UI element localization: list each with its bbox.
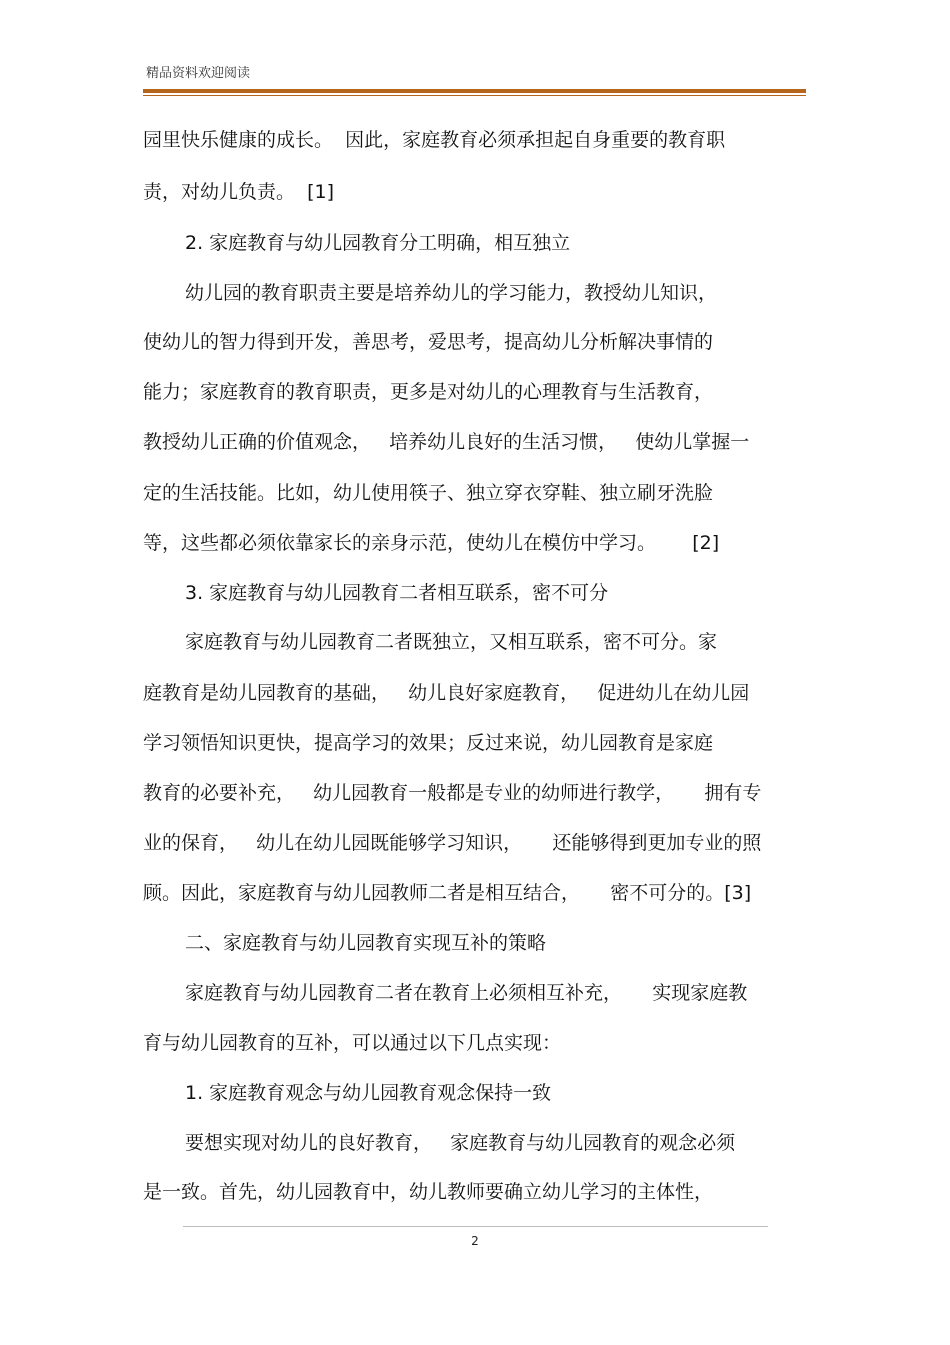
body-line: 定的生活技能。比如，幼儿使用筷子、独立穿衣穿鞋、独立刷牙洗脸: [143, 482, 714, 504]
body-line: 等，这些都必须依靠家长的亲身示范，使幼儿在模仿中学习。 [2]: [143, 532, 720, 554]
body-line: 家庭教育与幼儿园教育二者既独立，又相互联系，密不可分。家: [185, 631, 718, 653]
body-line: 家庭教育与幼儿园教育二者在教育上必须相互补充， 实现家庭教: [185, 982, 748, 1004]
body-line: 园里快乐健康的成长。 因此，家庭教育必须承担起自身重要的教育职: [143, 129, 726, 151]
body-line: 学习领悟知识更快，提高学习的效果；反过来说，幼儿园教育是家庭: [143, 732, 714, 754]
body-line: 责，对幼儿负责。 [1]: [143, 181, 334, 203]
section-heading: 二、家庭教育与幼儿园教育实现互补的策略: [185, 932, 547, 954]
section-heading: 1. 家庭教育观念与幼儿园教育观念保持一致: [185, 1082, 552, 1104]
footer-rule: [183, 1226, 768, 1227]
body-line: 教育的必要补充， 幼儿园教育一般都是专业的幼师进行教学， 拥有专: [143, 782, 762, 804]
body-line: 育与幼儿园教育的互补，可以通过以下几点实现：: [143, 1032, 562, 1054]
body-line: 顾。因此，家庭教育与幼儿园教师二者是相互结合， 密不可分的。[3]: [143, 882, 752, 904]
header-rule-thin: [143, 95, 806, 96]
header-rule-thick: [143, 89, 806, 93]
page-number: 2: [471, 1234, 479, 1248]
body-line: 能力；家庭教育的教育职责，更多是对幼儿的心理教育与生活教育，: [143, 381, 714, 403]
section-heading: 3. 家庭教育与幼儿园教育二者相互联系，密不可分: [185, 582, 609, 604]
section-heading: 2. 家庭教育与幼儿园教育分工明确，相互独立: [185, 232, 571, 254]
body-line: 庭教育是幼儿园教育的基础， 幼儿良好家庭教育， 促进幼儿在幼儿园: [143, 682, 750, 704]
body-line: 业的保育， 幼儿在幼儿园既能够学习知识， 还能够得到更加专业的照: [143, 832, 762, 854]
body-line: 使幼儿的智力得到开发，善思考，爱思考，提高幼儿分析解决事情的: [143, 331, 714, 353]
body-line: 是一致。首先，幼儿园教育中，幼儿教师要确立幼儿学习的主体性，: [143, 1181, 714, 1203]
body-line: 幼儿园的教育职责主要是培养幼儿的学习能力，教授幼儿知识，: [185, 282, 718, 304]
body-line: 教授幼儿正确的价值观念， 培养幼儿良好的生活习惯， 使幼儿掌握一: [143, 431, 750, 453]
page-header-text: 精品资料欢迎阅读: [146, 66, 251, 81]
body-line: 要想实现对幼儿的良好教育， 家庭教育与幼儿园教育的观念必须: [185, 1132, 736, 1154]
